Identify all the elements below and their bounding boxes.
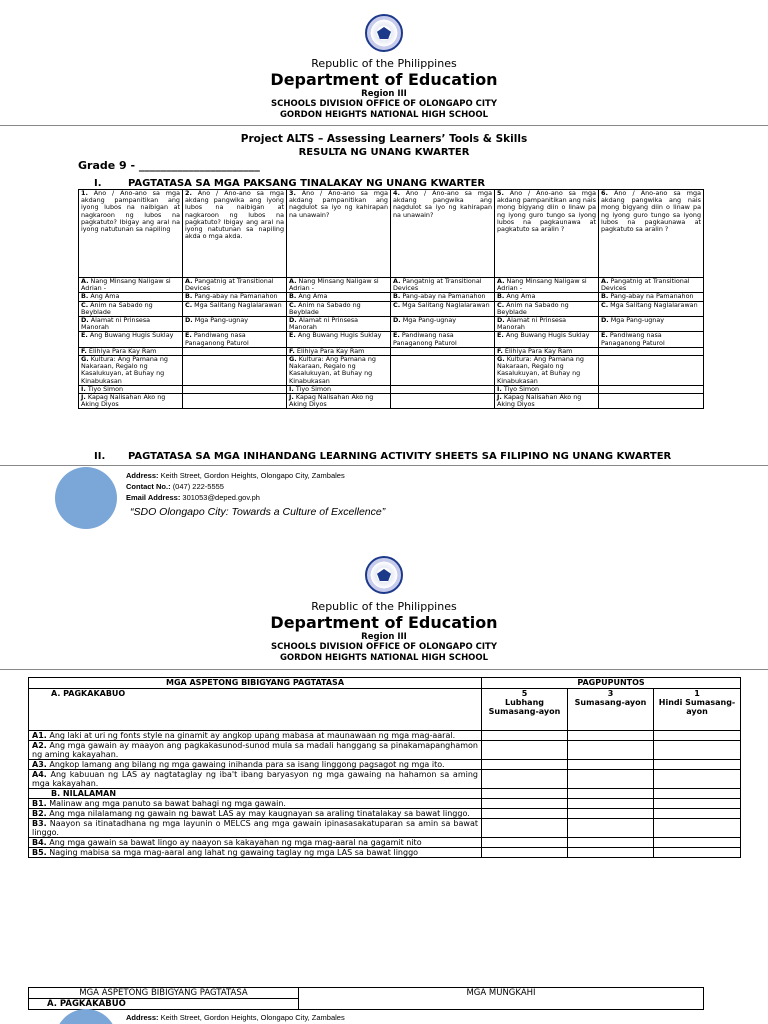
scale-cell: 3 Sumasang-ayon bbox=[568, 689, 654, 731]
rating-cell[interactable] bbox=[482, 770, 568, 789]
rating-cell[interactable] bbox=[568, 770, 654, 789]
republic-label: Republic of the Philippines bbox=[311, 600, 457, 613]
question-cell bbox=[183, 190, 287, 278]
rating-item-row bbox=[29, 799, 741, 809]
rating-item-row bbox=[29, 741, 741, 760]
literature-option: A. Nang Minsang Naligaw si Adrian - bbox=[495, 278, 599, 293]
literature-option: J. Kapag Nalisahan Ako ng Aking Diyos bbox=[79, 394, 183, 409]
language-option: B. Pang-abay na Pamanahon bbox=[391, 293, 495, 301]
deped-seal-icon bbox=[365, 556, 403, 594]
suggest-header-right: MGA MUNGKAHI bbox=[299, 988, 704, 1010]
rating-cell[interactable] bbox=[654, 799, 741, 809]
division-label: SCHOOLS DIVISION OFFICE OF OLONGAPO CITY bbox=[271, 642, 497, 652]
question-text: Ano / Ano-ano sa mga akdang pangwika ang nais mong bigyang diin o linaw pa ng iyong guro tungo sa iyong lubos na pagkaunawa at pagkatuto sa aralin ? bbox=[601, 189, 701, 234]
rating-item-row bbox=[29, 809, 741, 819]
rating-cell[interactable] bbox=[654, 760, 741, 770]
section1-title: PAGTATASA SA MGA PAKSANG TINALAKAY NG UNANG KWARTER bbox=[128, 178, 486, 189]
footer-email: Email Address: 301053@deped.gov.ph bbox=[126, 493, 260, 502]
literature-option: F. Elihiya Para Kay Ram bbox=[495, 347, 599, 355]
question-text: Ano / Ano-ano sa mga akdang pampanitikan ang nais mong bigyang diin o linaw pa ng iyong guro tungo sa iyong lubos na pagkaunawa at pagkatuto sa aralin ? bbox=[497, 189, 596, 234]
question-num: 2. bbox=[185, 189, 192, 197]
footer-motto: “SDO Olongapo City: Towards a Culture of Excellence” bbox=[130, 506, 386, 518]
question-num: 3. bbox=[289, 189, 296, 197]
region-label: Region III bbox=[361, 89, 407, 99]
empty-cell bbox=[599, 347, 704, 355]
rating-cell[interactable] bbox=[482, 741, 568, 760]
question-text: Ano / Ano-ano sa mga akdang pangwika ang nagdulot sa iyo ng kahirapan na unawain? bbox=[393, 189, 492, 219]
suggestions-table bbox=[28, 987, 704, 1010]
school-label: GORDON HEIGHTS NATIONAL HIGH SCHOOL bbox=[279, 110, 489, 120]
literature-option: C. Anim na Sabado ng Beyblade bbox=[79, 301, 183, 316]
option-row bbox=[79, 293, 704, 301]
question-text: Ano / Ano-ano sa mga akdang pampanitikan ang nagdulot sa iyo ng kahirapan na unawain? bbox=[289, 189, 388, 219]
footer-address: Address: Keith Street, Gordon Heights, Olongapo City, Zambales bbox=[126, 471, 345, 480]
literature-option: I. Tiyo Simon bbox=[287, 385, 391, 393]
literature-option: E. Ang Buwang Hugis Suklay bbox=[79, 332, 183, 347]
criterion-cell: A2. Ang mga gawain ay maayon ang pagkakasunod-sunod mula sa madali hanggang sa pinakamapanghamon ng aming kakayahan. bbox=[29, 741, 482, 760]
literature-option: C. Anim na Sabado ng Beyblade bbox=[287, 301, 391, 316]
literature-option: D. Alamat ni Prinsesa Manorah bbox=[79, 317, 183, 332]
footer-circle bbox=[55, 467, 117, 529]
language-option: A. Pangatnig at Transitional Devices bbox=[183, 278, 287, 293]
rating-item-row bbox=[29, 848, 741, 858]
project-subtitle: RESULTA NG UNANG KWARTER bbox=[298, 147, 470, 158]
rating-item-row bbox=[29, 838, 741, 848]
option-row bbox=[79, 301, 704, 316]
language-option: B. Pang-abay na Pamanahon bbox=[599, 293, 704, 301]
rating-cell[interactable] bbox=[654, 819, 741, 838]
suggest-header-left: MGA ASPETONG BIBIGYANG PAGTATASA bbox=[29, 988, 299, 999]
rating-cell[interactable] bbox=[568, 838, 654, 848]
rating-cell[interactable] bbox=[482, 760, 568, 770]
rating-cell[interactable] bbox=[568, 809, 654, 819]
school-label: GORDON HEIGHTS NATIONAL HIGH SCHOOL bbox=[279, 653, 489, 663]
literature-option: E. Ang Buwang Hugis Suklay bbox=[495, 332, 599, 347]
literature-option: C. Anim na Sabado ng Beyblade bbox=[495, 301, 599, 316]
rating-table bbox=[28, 677, 741, 858]
empty-cell bbox=[183, 394, 287, 409]
rating-cell[interactable] bbox=[568, 799, 654, 809]
literature-option: G. Kultura: Ang Pamana ng Nakaraan, Regalo ng Kasalukuyan, at Buhay ng Kinabukasan bbox=[495, 356, 599, 386]
empty-cell bbox=[183, 347, 287, 355]
literature-option: G. Kultura: Ang Pamana ng Nakaraan, Regalo ng Kasalukuyan, at Buhay ng Kinabukasan bbox=[287, 356, 391, 386]
option-row bbox=[79, 278, 704, 293]
rating-cell[interactable] bbox=[482, 809, 568, 819]
language-option: D. Mga Pang-ugnay bbox=[391, 317, 495, 332]
language-option: A. Pangatnig at Transitional Devices bbox=[599, 278, 704, 293]
criterion-cell: B2. Ang mga nilalamang ng gawain ng bawat LAS ay may kaugnayan sa araling tinatalakay sa bawat linggo. bbox=[29, 809, 482, 819]
criterion-cell: B3. Naayon sa itinatadhana ng mga layunin o MELCS ang mga gawain ipinasasakatuparan sa amin sa bawat linggo. bbox=[29, 819, 482, 838]
literature-option: G. Kultura: Ang Pamana ng Nakaraan, Regalo ng Kasalukuyan, at Buhay ng Kinabukasan bbox=[79, 356, 183, 386]
language-option: D. Mga Pang-ugnay bbox=[599, 317, 704, 332]
grade-field[interactable]: Grade 9 - ______________________ bbox=[78, 159, 260, 172]
rating-header-right: PAGPUPUNTOS bbox=[482, 678, 741, 689]
scale-cell: 5 Lubhang Sumasang-ayon bbox=[482, 689, 568, 731]
language-option: A. Pangatnig at Transitional Devices bbox=[391, 278, 495, 293]
footer-address: Address: Keith Street, Gordon Heights, Olongapo City, Zambales bbox=[126, 1013, 345, 1022]
literature-option: B. Ang Ama bbox=[79, 293, 183, 301]
suggest-header-row bbox=[29, 988, 704, 999]
rating-cell[interactable] bbox=[654, 741, 741, 760]
question-num: 1. bbox=[81, 189, 88, 197]
header-divider bbox=[0, 125, 768, 126]
section-a-label: A. PAGKAKABUO bbox=[29, 689, 482, 731]
rating-item-row bbox=[29, 731, 741, 741]
rating-cell[interactable] bbox=[482, 731, 568, 741]
header-divider bbox=[0, 669, 768, 670]
language-option: C. Mga Salitang Naglalarawan bbox=[391, 301, 495, 316]
empty-cell bbox=[183, 385, 287, 393]
deped-seal-icon bbox=[365, 14, 403, 52]
criterion-cell: B5. Naging mabisa sa mga mag-aaral ang lahat ng gawaing taglay ng mga LAS sa bawat linggo bbox=[29, 848, 482, 858]
section1-num: I. bbox=[94, 178, 102, 189]
empty-cell bbox=[599, 385, 704, 393]
republic-label: Republic of the Philippines bbox=[311, 57, 457, 70]
option-row bbox=[79, 317, 704, 332]
rating-cell[interactable] bbox=[568, 760, 654, 770]
empty-cell bbox=[391, 347, 495, 355]
rating-header-row bbox=[29, 678, 741, 689]
division-label: SCHOOLS DIVISION OFFICE OF OLONGAPO CITY bbox=[271, 99, 497, 109]
literature-option: J. Kapag Nalisahan Ako ng Aking Diyos bbox=[287, 394, 391, 409]
literature-option: D. Alamat ni Prinsesa Manorah bbox=[287, 317, 391, 332]
questions-row bbox=[79, 190, 704, 278]
footer-divider bbox=[0, 465, 768, 466]
rating-cell[interactable] bbox=[568, 819, 654, 838]
rating-cell[interactable] bbox=[568, 741, 654, 760]
criterion-cell: A4. Ang kabuuan ng LAS ay nagtataglay ng iba't ibang baryasyon ng mga gawaing na hahamon sa aming mga kakayahan. bbox=[29, 770, 482, 789]
rating-cell[interactable] bbox=[654, 789, 741, 799]
rating-cell[interactable] bbox=[482, 848, 568, 858]
rating-cell[interactable] bbox=[482, 799, 568, 809]
language-option: E. Pandiwang nasa Panaganong Paturol bbox=[183, 332, 287, 347]
language-option: C. Mga Salitang Naglalarawan bbox=[183, 301, 287, 316]
literature-option: I. Tiyo Simon bbox=[79, 385, 183, 393]
region-label: Region III bbox=[361, 632, 407, 642]
rating-cell[interactable] bbox=[654, 838, 741, 848]
option-row bbox=[79, 356, 704, 386]
rating-item-row bbox=[29, 819, 741, 838]
language-option: C. Mga Salitang Naglalarawan bbox=[599, 301, 704, 316]
section-b-label: B. NILALAMAN bbox=[29, 789, 482, 799]
literature-option: A. Nang Minsang Naligaw si Adrian - bbox=[79, 278, 183, 293]
question-cell bbox=[287, 190, 391, 278]
rating-item-row bbox=[29, 770, 741, 789]
project-title: Project ALTS – Assessing Learners’ Tools & Skills bbox=[240, 133, 528, 145]
empty-cell bbox=[391, 385, 495, 393]
question-cell bbox=[391, 190, 495, 278]
department-title: Department of Education bbox=[270, 613, 498, 632]
literature-option: A. Nang Minsang Naligaw si Adrian - bbox=[287, 278, 391, 293]
rating-cell[interactable] bbox=[482, 819, 568, 838]
department-title: Department of Education bbox=[270, 70, 498, 89]
question-cell bbox=[599, 190, 704, 278]
literature-option: E. Ang Buwang Hugis Suklay bbox=[287, 332, 391, 347]
question-num: 6. bbox=[601, 189, 608, 197]
section-b-row bbox=[29, 789, 741, 799]
question-cell bbox=[79, 190, 183, 278]
option-row bbox=[79, 347, 704, 355]
question-text: Ano / Ano-ano sa mga akdang pampanitikan ang iyong lubos na naibigan at nagkaroon ng lubos na pagkatuto? Ibigay ang aral na iyong natutunan sa napiling bbox=[81, 189, 180, 234]
rating-cell[interactable] bbox=[654, 731, 741, 741]
rating-cell[interactable] bbox=[482, 838, 568, 848]
empty-cell bbox=[391, 394, 495, 409]
section2-title: PAGTATASA SA MGA INIHANDANG LEARNING ACTIVITY SHEETS SA FILIPINO NG UNANG KWARTER bbox=[128, 451, 672, 462]
empty-cell bbox=[183, 356, 287, 386]
question-cell bbox=[495, 190, 599, 278]
option-row bbox=[79, 385, 704, 393]
literature-option: F. Elihiya Para Kay Ram bbox=[79, 347, 183, 355]
language-option: B. Pang-abay na Pamanahon bbox=[183, 293, 287, 301]
criterion-cell: A1. Ang laki at uri ng fonts style na ginamit ay angkop upang mabasa at maunawaan ng mga mag-aaral. bbox=[29, 731, 482, 741]
language-option: E. Pandiwang nasa Panaganong Paturol bbox=[599, 332, 704, 347]
language-option: E. Pandiwang nasa Panaganong Paturol bbox=[391, 332, 495, 347]
footer-circle bbox=[55, 1009, 117, 1024]
suggest-section-a: A. PAGKAKABUO bbox=[29, 999, 299, 1010]
option-row bbox=[79, 332, 704, 347]
topics-table bbox=[78, 189, 704, 409]
question-num: 5. bbox=[497, 189, 504, 197]
rating-cell[interactable] bbox=[654, 770, 741, 789]
rating-header-left: MGA ASPETONG BIBIGYANG PAGTATASA bbox=[29, 678, 482, 689]
footer-contact: Contact No.: (047) 222-5555 bbox=[126, 482, 224, 491]
empty-cell bbox=[391, 356, 495, 386]
literature-option: D. Alamat ni Prinsesa Manorah bbox=[495, 317, 599, 332]
rating-cell[interactable] bbox=[654, 848, 741, 858]
rating-cell[interactable] bbox=[568, 731, 654, 741]
question-num: 4. bbox=[393, 189, 400, 197]
rating-item-row bbox=[29, 760, 741, 770]
empty-cell bbox=[599, 356, 704, 386]
question-text: Ano / Ano-ano sa mga akdang pangwika ang iyong lubos na naibigan at nagkaroon ng lubos na pagkatuto? Ibigay ang aral na iyong natutunan sa napiling akda o mga akda. bbox=[185, 189, 284, 241]
literature-option: I. Tiyo Simon bbox=[495, 385, 599, 393]
rating-cell[interactable] bbox=[654, 809, 741, 819]
rating-cell[interactable] bbox=[568, 848, 654, 858]
language-option: D. Mga Pang-ugnay bbox=[183, 317, 287, 332]
option-row bbox=[79, 394, 704, 409]
scale-cell: 1 Hindi Sumasang-ayon bbox=[654, 689, 741, 731]
literature-option: F. Elihiya Para Kay Ram bbox=[287, 347, 391, 355]
literature-option: B. Ang Ama bbox=[495, 293, 599, 301]
criterion-cell: B4. Ang mga gawain sa bawat lingo ay naayon sa kakayahan ng mga mag-aaral na gagamit nito bbox=[29, 838, 482, 848]
scale-row bbox=[29, 689, 741, 731]
empty-cell bbox=[599, 394, 704, 409]
section2-num: II. bbox=[94, 451, 106, 462]
criterion-cell: B1. Malinaw ang mga panuto sa bawat bahagi ng mga gawain. bbox=[29, 799, 482, 809]
rating-cell[interactable] bbox=[568, 789, 654, 799]
criterion-cell: A3. Angkop lamang ang bilang ng mga gawaing inihanda para sa isang linggong pagsagot ng mga ito. bbox=[29, 760, 482, 770]
literature-option: J. Kapag Nalisahan Ako ng Aking Diyos bbox=[495, 394, 599, 409]
literature-option: B. Ang Ama bbox=[287, 293, 391, 301]
rating-cell[interactable] bbox=[482, 789, 568, 799]
